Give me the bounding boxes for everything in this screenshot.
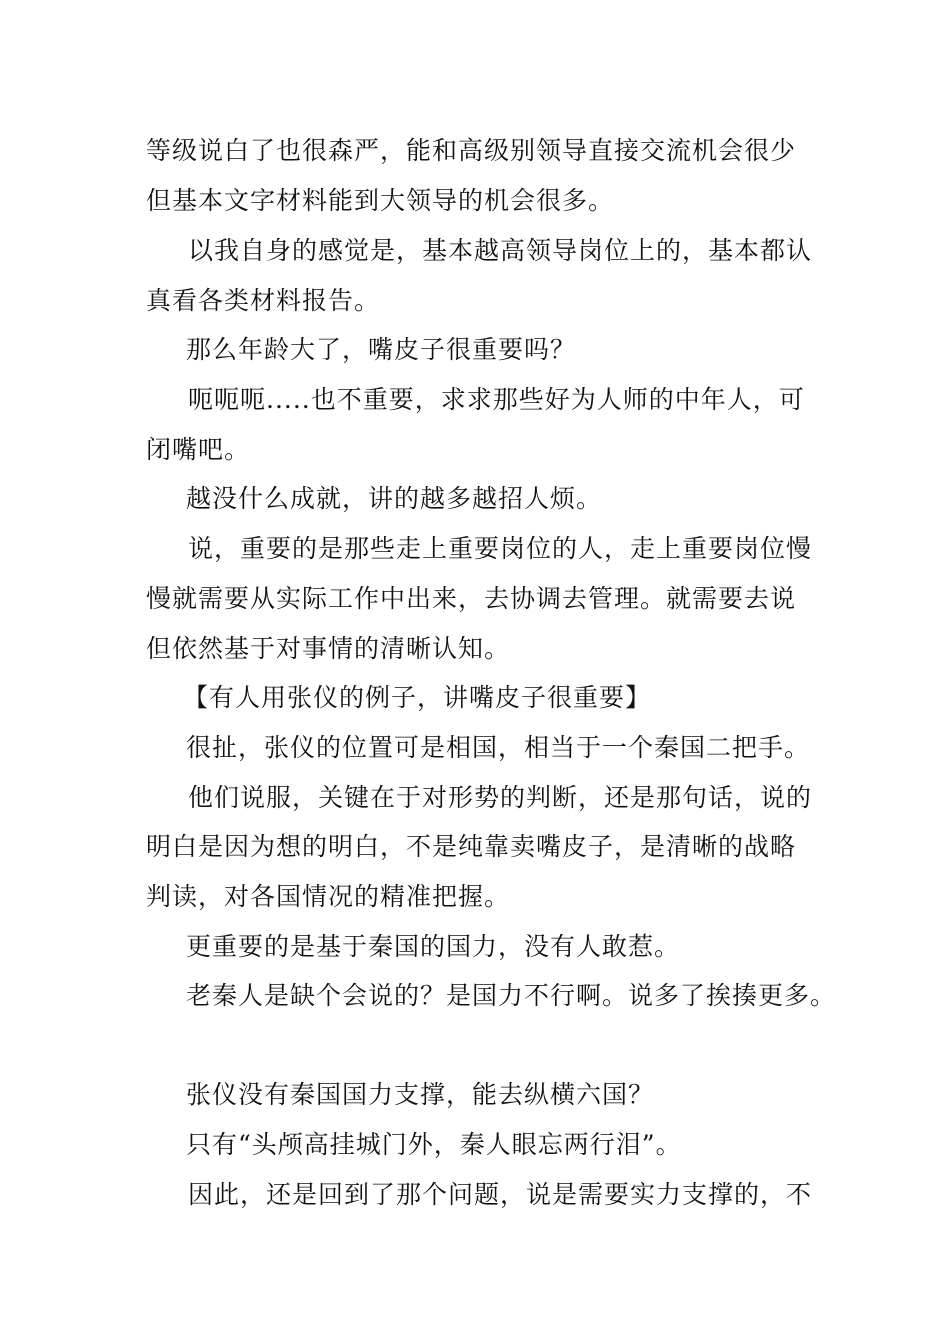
text-line: 呃呃呃.....也不重要，求求那些好为人师的中年人，可 [188,385,805,414]
text-line: 闭嘴吧。 [146,435,251,464]
text-line: 老秦人是缺个会说的？是国力不行啊。说多了挨揍更多。 [186,981,837,1010]
text-line: 等级说白了也很森严，能和高级别领导直接交流机会很少 [146,136,797,165]
text-line: 但基本文字材料能到大领导的机会很多。 [146,186,615,215]
text-line: 他们说服，关键在于对形势的判断，还是那句话，说的 [188,783,813,812]
text-line: 真看各类材料报告。 [146,286,381,315]
text-line: 判读，对各国情况的精准把握。 [146,882,511,911]
text-line: 张仪没有秦国国力支撑，能去纵横六国？ [186,1080,655,1109]
text-line: 那么年龄大了，嘴皮子很重要吗？ [186,335,577,364]
text-line: 更重要的是基于秦国的国力，没有人敢惹。 [186,932,681,961]
text-line: 只有“头颅高挂城门外，秦人眼忘两行泪”。 [186,1130,682,1159]
text-line: 明白是因为想的明白，不是纯靠卖嘴皮子，是清晰的战略 [146,832,797,861]
text-line: 越没什么成就，讲的越多越招人烦。 [186,484,603,513]
text-line: 【有人用张仪的例子，讲嘴皮子很重要】 [183,683,652,712]
text-line: 但依然基于对事情的清晰认知。 [146,634,511,663]
text-line: 以我自身的感觉是，基本越高领导岗位上的，基本都认 [188,236,813,265]
text-line: 因此，还是回到了那个问题，说是需要实力支撑的，不 [188,1180,813,1209]
text-line: 很扯，张仪的位置可是相国，相当于一个秦国二把手。 [186,733,811,762]
text-line: 慢就需要从实际工作中出来，去协调去管理。就需要去说 [146,584,797,613]
text-line: 说，重要的是那些走上重要岗位的人，走上重要岗位慢 [188,534,813,563]
